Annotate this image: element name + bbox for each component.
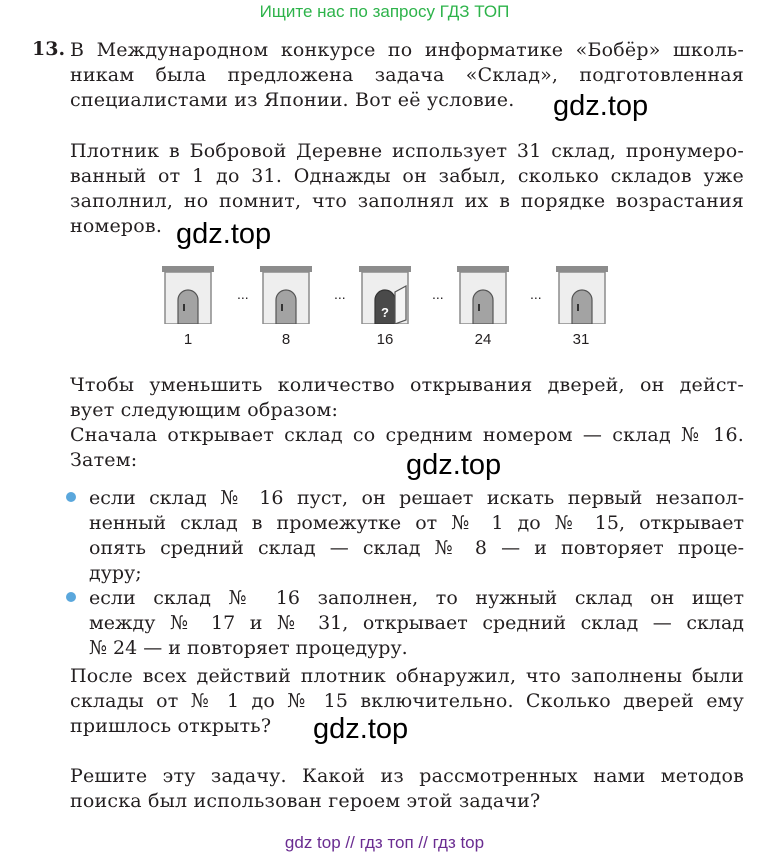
- condition-line: заполнил, но помнит, что заполнял их в порядке возрастания: [70, 190, 744, 212]
- first-step: Сначала открывает склад со средним номером — склад № 16.: [70, 424, 744, 446]
- condition-line: ванный от 1 до 31. Однажды он забыл, сколько складов уже: [70, 165, 744, 187]
- then-label: Затем:: [70, 449, 138, 471]
- warehouse-label: 31: [572, 331, 590, 348]
- intro-line: никам была предложена задача «Склад», подготовленная: [70, 64, 744, 86]
- warehouse-1: [162, 266, 214, 324]
- ellipsis: ...: [237, 286, 249, 302]
- bullet-marker: [66, 492, 76, 502]
- bullet-item: [89, 486, 744, 586]
- task-paragraph: [70, 764, 744, 814]
- watermark: gdz.top: [176, 218, 272, 250]
- problem-number: 13.: [32, 38, 66, 60]
- task-line: Решите эту задачу. Какой из рассмотренных нами методов: [70, 765, 744, 787]
- bullet-marker: [66, 592, 76, 602]
- watermark: gdz.top: [406, 449, 502, 481]
- bullet-line: если склад № 16 пуст, он решает искать первый незапол-: [89, 487, 744, 509]
- bullet-item: [89, 586, 744, 661]
- warehouse-8: [260, 266, 312, 324]
- result-line: пришлось открыть?: [70, 715, 272, 737]
- result-line: склады от № 1 до № 15 включительно. Сколько дверей ему: [70, 690, 744, 712]
- bullet-line: № 24 — и повторяет процедуру.: [89, 637, 408, 659]
- strategy-line: вует следующим образом:: [70, 399, 339, 421]
- warehouse-31: [556, 266, 608, 324]
- condition-paragraph: [70, 139, 744, 239]
- warehouse-label: 1: [183, 331, 193, 348]
- strategy-line: Чтобы уменьшить количество открывания дверей, он дейст-: [70, 374, 744, 396]
- top-search-link[interactable]: Ищите нас по запросу ГДЗ ТОП: [259, 2, 510, 21]
- warehouse-label: 8: [281, 331, 291, 348]
- warehouse-label: 16: [376, 331, 394, 348]
- condition-line: номеров.: [70, 215, 163, 237]
- task-line: поиска был использован героем этой задачи?: [70, 790, 541, 812]
- intro-line: В Международном конкурсе по информатике «Бобёр» школь-: [70, 39, 744, 61]
- question-mark: ?: [381, 305, 389, 320]
- footer-links[interactable]: gdz top // гдз топ // гдз top: [284, 833, 485, 852]
- ellipsis: ...: [334, 286, 346, 302]
- watermark: gdz.top: [553, 90, 649, 122]
- ellipsis: ...: [432, 286, 444, 302]
- bullet-line: дуру;: [89, 562, 142, 584]
- warehouses-figure: [150, 262, 630, 324]
- warehouse-24: [457, 266, 509, 324]
- bullet-line: если склад № 16 заполнен, то нужный склад он ищет: [89, 587, 744, 609]
- warehouse-16: [359, 266, 411, 324]
- bullet-line: между № 17 и № 31, открывает средний склад — склад: [89, 612, 744, 634]
- bullet-line: опять средний склад — склад № 8 — и повторяет проце-: [89, 537, 744, 559]
- watermark: gdz.top: [313, 713, 409, 745]
- ellipsis: ...: [530, 286, 542, 302]
- result-line: После всех действий плотник обнаружил, что заполнены были: [70, 665, 744, 687]
- intro-line: специалистами из Японии. Вот её условие.: [70, 89, 515, 111]
- warehouse-label: 24: [474, 331, 492, 348]
- condition-line: Плотник в Бобровой Деревне использует 31 склад, пронумеро-: [70, 140, 744, 162]
- bullet-line: ненный склад в промежутке от № 1 до № 15, открывает: [89, 512, 744, 534]
